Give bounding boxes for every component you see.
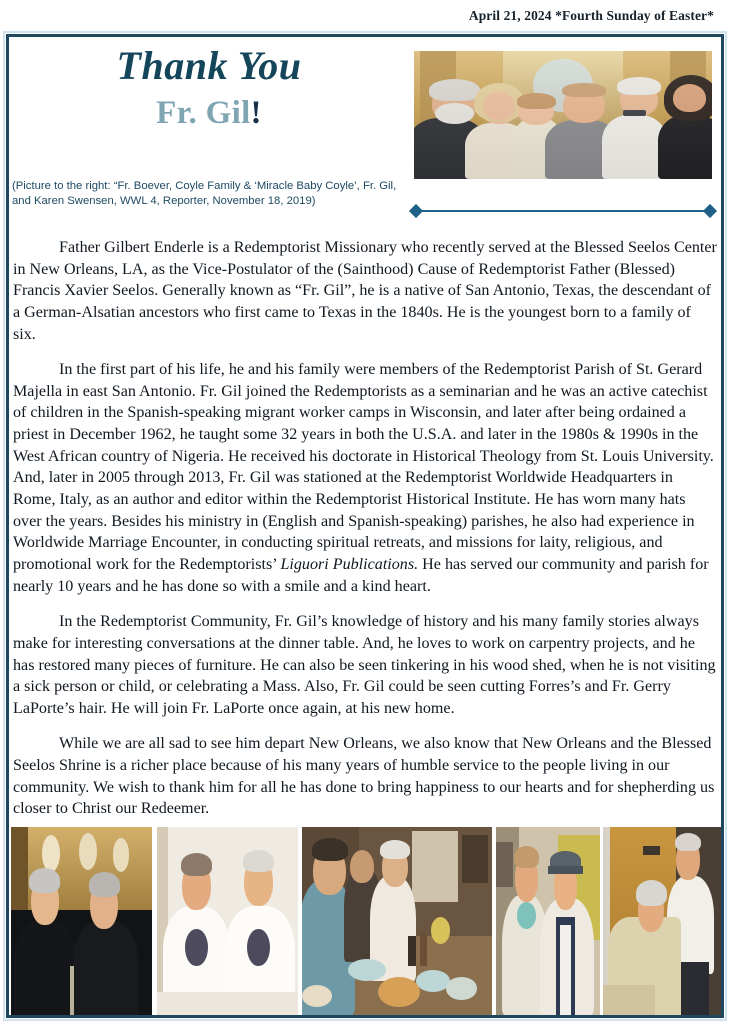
page-content — [9, 37, 721, 1015]
photo-two-men-hug — [496, 827, 600, 1015]
page-title-name — [9, 95, 409, 132]
body-paragraph-3 — [13, 611, 717, 719]
photo-two-priests-white-vestments — [157, 827, 298, 1015]
diamond-right-icon — [703, 204, 717, 218]
article-body — [13, 237, 717, 820]
group-photo-coyle-family — [414, 51, 712, 179]
photo-caption: (Picture to the right: “Fr. Boever, Coyle Family & ‘Miracle Baby Coyle’, Fr. Gil, and Karen Swensen, WWL 4, Reporter, November 18, 2019) — [12, 180, 397, 207]
title-block — [9, 45, 409, 132]
page-title-thank-you: Thank You — [116, 43, 302, 88]
paragraph-4-text: While we are all sad to see him depart New Orleans, we also know that New Orleans and the Blessed Seelos Shrine is a richer place because of his many years of humble service to the people living in our community. We wish to thank him for all he has done to bring happiness to our hearts and for shepherding us closer to Christ our Redeemer. — [13, 735, 715, 818]
paragraph-1-text: Father Gilbert Enderle is a Redemptorist Missionary who recently served at the Blessed Seelos Center in New Orleans, LA, as the Vice-Postulator of the (Sainthood) Cause of Redemptorist Father (Blessed) Francis Xavier Seelos. Generally known as “Fr. Gil”, he is a native of San Antonio, Texas, the descendant of a German-Alsatian ancestors who first came to Texas in the 1840s. He is the youngest born to a family of six. — [13, 239, 717, 343]
body-paragraph-1 — [13, 237, 717, 345]
page-title-exclamation: ! — [250, 95, 262, 131]
header-date: April 21, 2024 *Fourth Sunday of Easter* — [468, 8, 714, 23]
body-paragraph-2 — [13, 359, 717, 597]
paragraph-2-text-b: He has served our community and parish for nearly 10 years and he has done so with a smile and a kind heart. — [13, 555, 709, 595]
divider-ornament — [409, 205, 716, 217]
photo-haircut — [603, 827, 721, 1015]
paragraph-2-text-a: In the first part of his life, he and his family were members of the Redemptorist Parish of St. Gerard Majella in east San Antonio. Fr. Gil joined the Redemptorists as a seminarian and he was an active catechist of children in the Spanish-speaking migrant worker camps in Wisconsin, and later after being ordained a priest in December 1962, he taught some 32 years in both the U.S.A. and later in the 1980s & 1990s in the West African country of Nigeria. He received his doctorate in Historical Theology from St. Louis University. And, later in 2005 through 2013, Fr. Gil was stationed at the Redemptorist Worldwide Headquarters in Rome, Italy, as an author and editor within the Redemptorist Historical Institute. He has worn many hats over the years. Besides his ministry in (English and Spanish-speaking) parishes, he also had experience in Worldwide Marriage Encounter, in conducting spiritual retreats, and missions for laity, religious, and promotional work for the Redemptorists’ — [13, 361, 714, 573]
photo-two-priests-at-altar — [11, 827, 152, 1015]
body-paragraph-4 — [13, 733, 717, 820]
paragraph-2-italic-liguori-publications: Liguori Publications. — [280, 555, 419, 573]
paragraph-3-text: In the Redemptorist Community, Fr. Gil’s knowledge of history and his many family stories always make for interesting conversations at the dinner table. And, he loves to work on carpentry projects, and he has restored many pieces of furniture. He can also be seen tinkering in his wood shed, when he is not visiting a sick person or child, or celebrating a Mass. Also, Fr. Gil could be seen cutting Forres’s and Fr. Gerry LaPorte’s hair. He will join Fr. LaPorte once again, at his new home. — [13, 613, 716, 717]
divider-bar — [416, 210, 709, 212]
bottom-photo-strip — [9, 827, 721, 1015]
page-title-name-text: Fr. Gil — [156, 95, 251, 131]
photo-carving-dinner — [302, 827, 492, 1015]
